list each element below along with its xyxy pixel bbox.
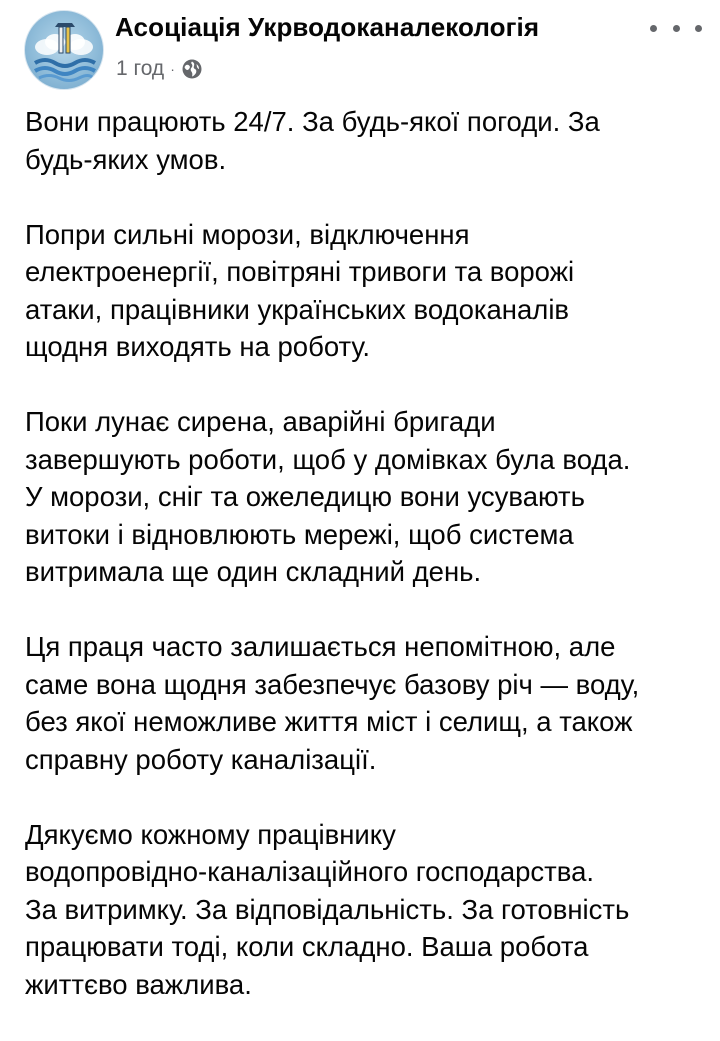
more-dot <box>650 25 657 32</box>
globe-icon <box>181 58 203 80</box>
post-paragraph: Попри сильні морози, відключення електроенергії, повітряні тривоги та ворожі атаки, працівники українських водоканалів щодня виходять на роботу. <box>25 218 575 362</box>
post-paragraph: Поки лунає сирена, аварійні бригади завершують роботи, щоб у домівках була вода. У морози, сніг та ожеледицю вони усувають витоки і відновлюють мережі, щоб система витримала ще один складний день. <box>25 406 631 587</box>
page-avatar[interactable] <box>24 10 104 90</box>
logo-icon <box>25 11 104 90</box>
post-meta <box>116 55 203 83</box>
more-horizontal-icon[interactable] <box>650 16 702 40</box>
post-time[interactable]: 1 год <box>116 57 165 80</box>
page-name[interactable]: Асоціація Укрводоканалекологія <box>115 12 540 42</box>
more-dot <box>673 25 680 32</box>
post-text <box>25 103 705 1041</box>
post-paragraph: Ця праця часто залишається непомітною, але саме вона щодня забезпечує базову річ — воду, без якої неможливе життя міст і селищ, а також справну роботу каналізації. <box>25 631 640 775</box>
meta-separator: · <box>170 61 175 77</box>
more-dot <box>695 25 702 32</box>
post-paragraph: Дякуємо кожному працівнику водопровідно-каналізаційного господарства. За витримку. За відповідальність. За готовність працювати тоді, коли складно. Ваша робота життєво важлива. <box>25 818 630 1000</box>
post-header <box>0 0 720 96</box>
post-paragraph: Вони працюють 24/7. За будь-якої погоди. За будь-яких умов. <box>25 106 600 175</box>
